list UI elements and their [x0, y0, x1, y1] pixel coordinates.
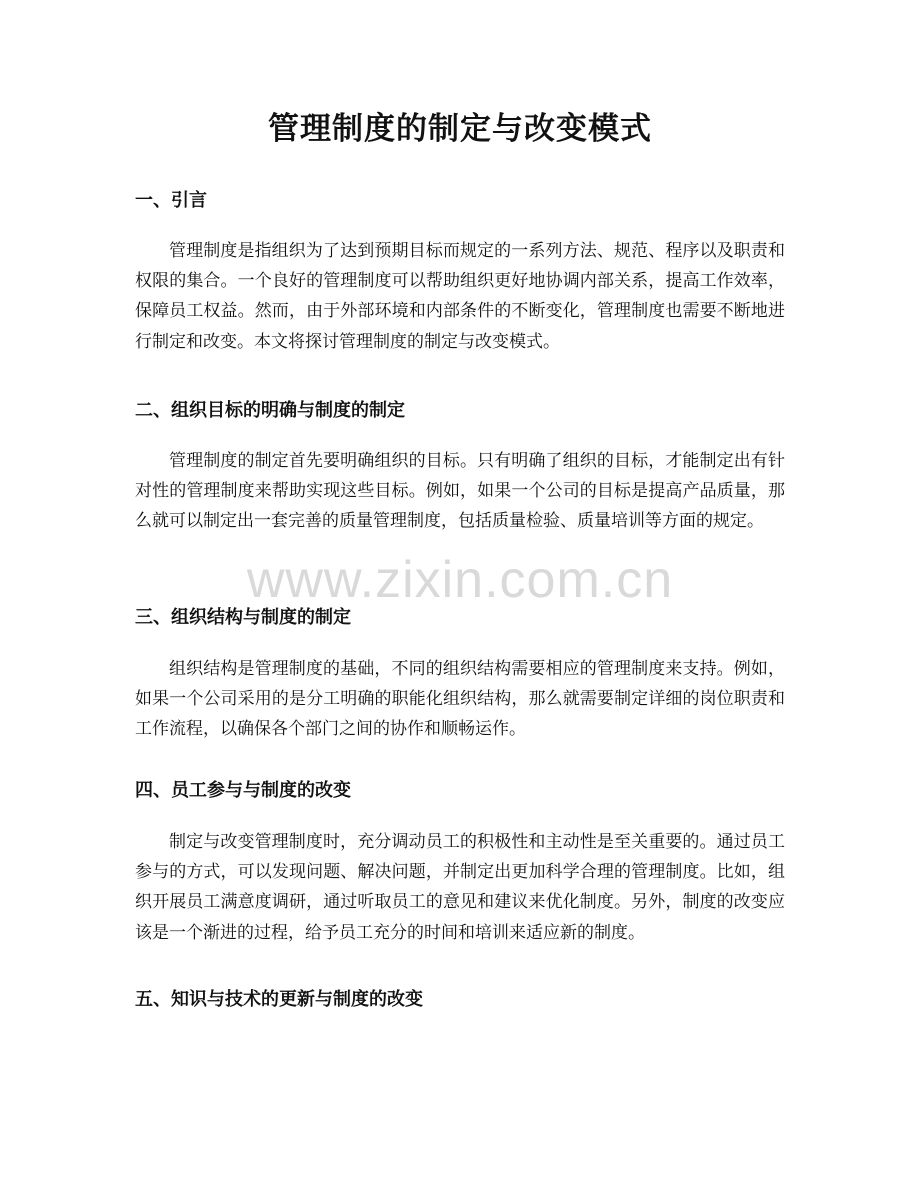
section-heading-goals: 二、组织目标的明确与制度的制定	[135, 400, 405, 421]
section-heading-participation: 四、员工参与与制度的改变	[135, 780, 351, 801]
section-paragraph-participation: 制定与改变管理制度时，充分调动员工的积极性和主动性是至关重要的。通过员工参与的方式，可以发现问题、解决问题，并制定出更加科学合理的管理制度。比如，组织开展员工满意度调研，通过听取员工的意见和建议来优化制度。另外，制度的改变应该是一个渐进的过程，给予员工充分的时间和培训来适应新的制度。	[135, 832, 785, 943]
document-title: 管理制度的制定与改变模式	[268, 111, 652, 147]
section-heading-introduction: 一、引言	[135, 190, 207, 211]
section-paragraph-introduction: 管理制度是指组织为了达到预期目标而规定的一系列方法、规范、程序以及职责和权限的集合。一个良好的管理制度可以帮助组织更好地协调内部关系，提高工作效率，保障员工权益。然而，由于外部环境和内部条件的不断变化，管理制度也需要不断地进行制定和改变。本文将探讨管理制度的制定与改变模式。	[135, 241, 785, 352]
section-paragraph-structure: 组织结构是管理制度的基础，不同的组织结构需要相应的管理制度来支持。例如，如果一个公司采用的是分工明确的职能化组织结构，那么就需要制定详细的岗位职责和工作流程，以确保各个部门之间的协作和顺畅运作。	[135, 659, 785, 740]
section-heading-knowledge: 五、知识与技术的更新与制度的改变	[135, 989, 423, 1010]
section-paragraph-goals: 管理制度的制定首先要明确组织的目标。只有明确了组织的目标，才能制定出有针对性的管理制度来帮助实现这些目标。例如，如果一个公司的目标是提高产品质量，那么就可以制定出一套完善的质量管理制度，包括质量检验、质量培训等方面的规定。	[135, 451, 785, 532]
watermark-text: www.zixin.com.cn	[246, 551, 674, 609]
section-heading-structure: 三、组织结构与制度的制定	[135, 607, 351, 628]
